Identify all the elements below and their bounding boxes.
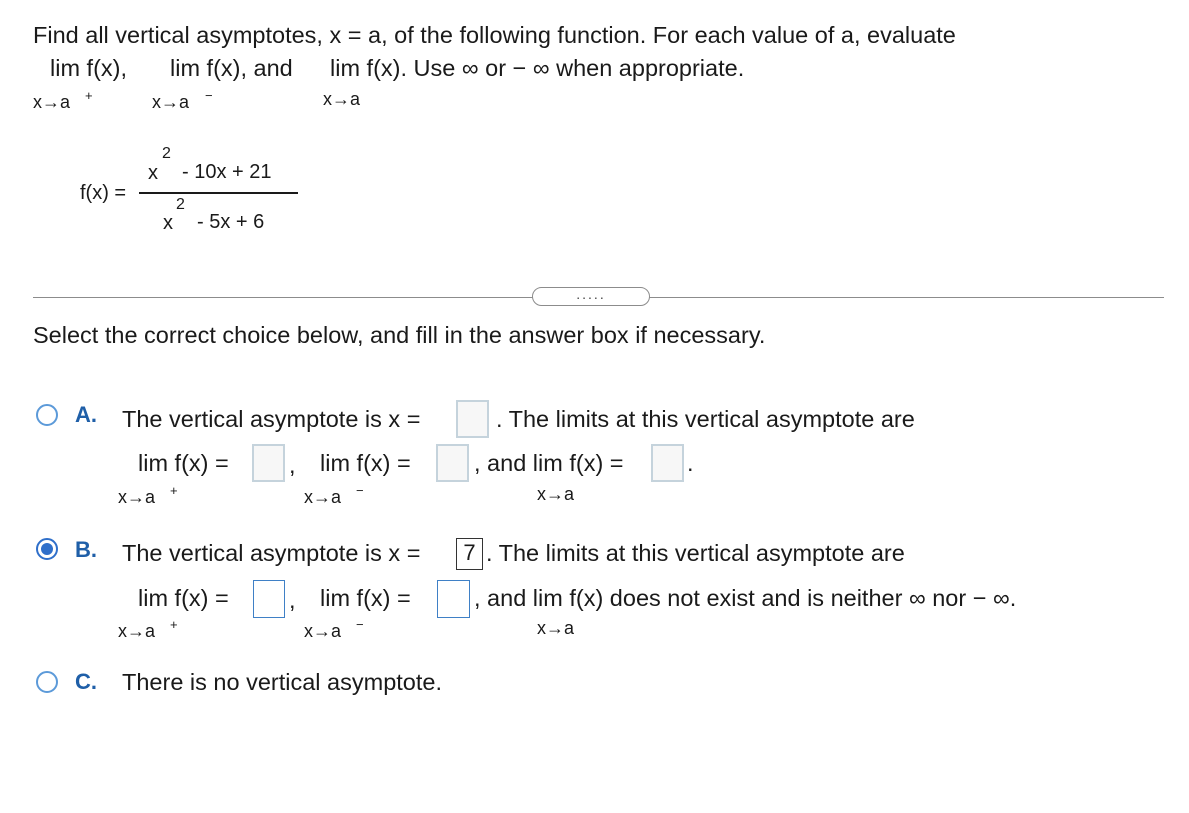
choice-a-period: . [687,450,694,476]
choice-a-comma: , [289,452,296,478]
choice-a-radio[interactable] [36,404,58,426]
question-sup-minus: − [205,88,213,103]
denominator-exponent: 2 [176,196,185,213]
choice-b-comma: , [289,587,296,613]
choice-b-sup-plus: + [170,617,178,632]
question-lim-left: lim f(x), and [170,55,293,81]
denominator-rest: - 5x + 6 [197,211,265,233]
choice-b-and-dne: , and lim f(x) does not exist and is neither ∞ nor − ∞. [474,585,1017,611]
choice-a-text-pre: The vertical asymptote is x = [122,406,421,432]
choice-b-text-pre: The vertical asymptote is x = [122,540,421,566]
choice-b-lim-left: lim f(x) = [320,585,411,611]
numerator-rest: - 10x + 21 [182,161,272,183]
choice-b-radio[interactable] [36,538,58,560]
choice-a-right-limit-input[interactable] [252,444,285,482]
fraction-bar [139,192,298,194]
choice-c-text: There is no vertical asymptote. [122,669,442,695]
choice-a-sup-plus: + [170,483,178,498]
choice-a-text-post: . The limits at this vertical asymptote are [496,406,915,432]
question-sup-plus: + [85,88,93,103]
function-lhs: f(x) = [80,182,127,204]
choice-a-sub-right: x→a [118,487,156,507]
expand-button[interactable]: ..... [532,287,650,306]
choice-b-left-limit-input[interactable] [437,580,470,618]
choice-b-letter: B. [75,537,97,562]
choice-a-sub-left: x→a [304,487,342,507]
question-text: Find all vertical asymptotes, x = a, of the following function. For each value of a, evaluate [33,22,956,48]
choice-a-left-limit-input[interactable] [436,444,469,482]
numerator-exponent: 2 [162,145,171,162]
choice-a-lim-right: lim f(x) = [138,450,229,476]
choice-b-sub-right: x→a [118,621,156,641]
question-sub-plain: x→a [323,89,361,109]
denominator-x: x [163,212,173,234]
choice-c-letter: C. [75,669,97,694]
choice-b-lim-right: lim f(x) = [138,585,229,611]
choice-b-asymptote-input[interactable]: 7 [456,538,483,570]
choice-c-radio[interactable] [36,671,58,693]
instruction-text: Select the correct choice below, and fill in the answer box if necessary. [33,322,766,348]
question-lim-two-sided: lim f(x). Use ∞ or − ∞ when appropriate. [330,55,745,81]
choice-a-asymptote-input[interactable] [456,400,489,438]
choice-b-sub-plain: x→a [537,618,575,638]
choice-a-sub-plain: x→a [537,484,575,504]
question-sub-right: x→a [33,92,71,112]
choice-a-and-lim: , and lim f(x) = [474,450,624,476]
choice-b-sup-minus: − [356,617,364,632]
choice-a-letter: A. [75,402,97,427]
choice-a-lim-left: lim f(x) = [320,450,411,476]
question-sub-left: x→a [152,92,190,112]
choice-a-two-sided-limit-input[interactable] [651,444,684,482]
choice-b-text-post: . The limits at this vertical asymptote are [486,540,905,566]
question-lim-right: lim f(x), [50,55,128,81]
numerator-x: x [148,162,158,184]
choice-a-sup-minus: − [356,483,364,498]
choice-b-right-limit-input[interactable] [253,580,285,618]
choice-b-sub-left: x→a [304,621,342,641]
